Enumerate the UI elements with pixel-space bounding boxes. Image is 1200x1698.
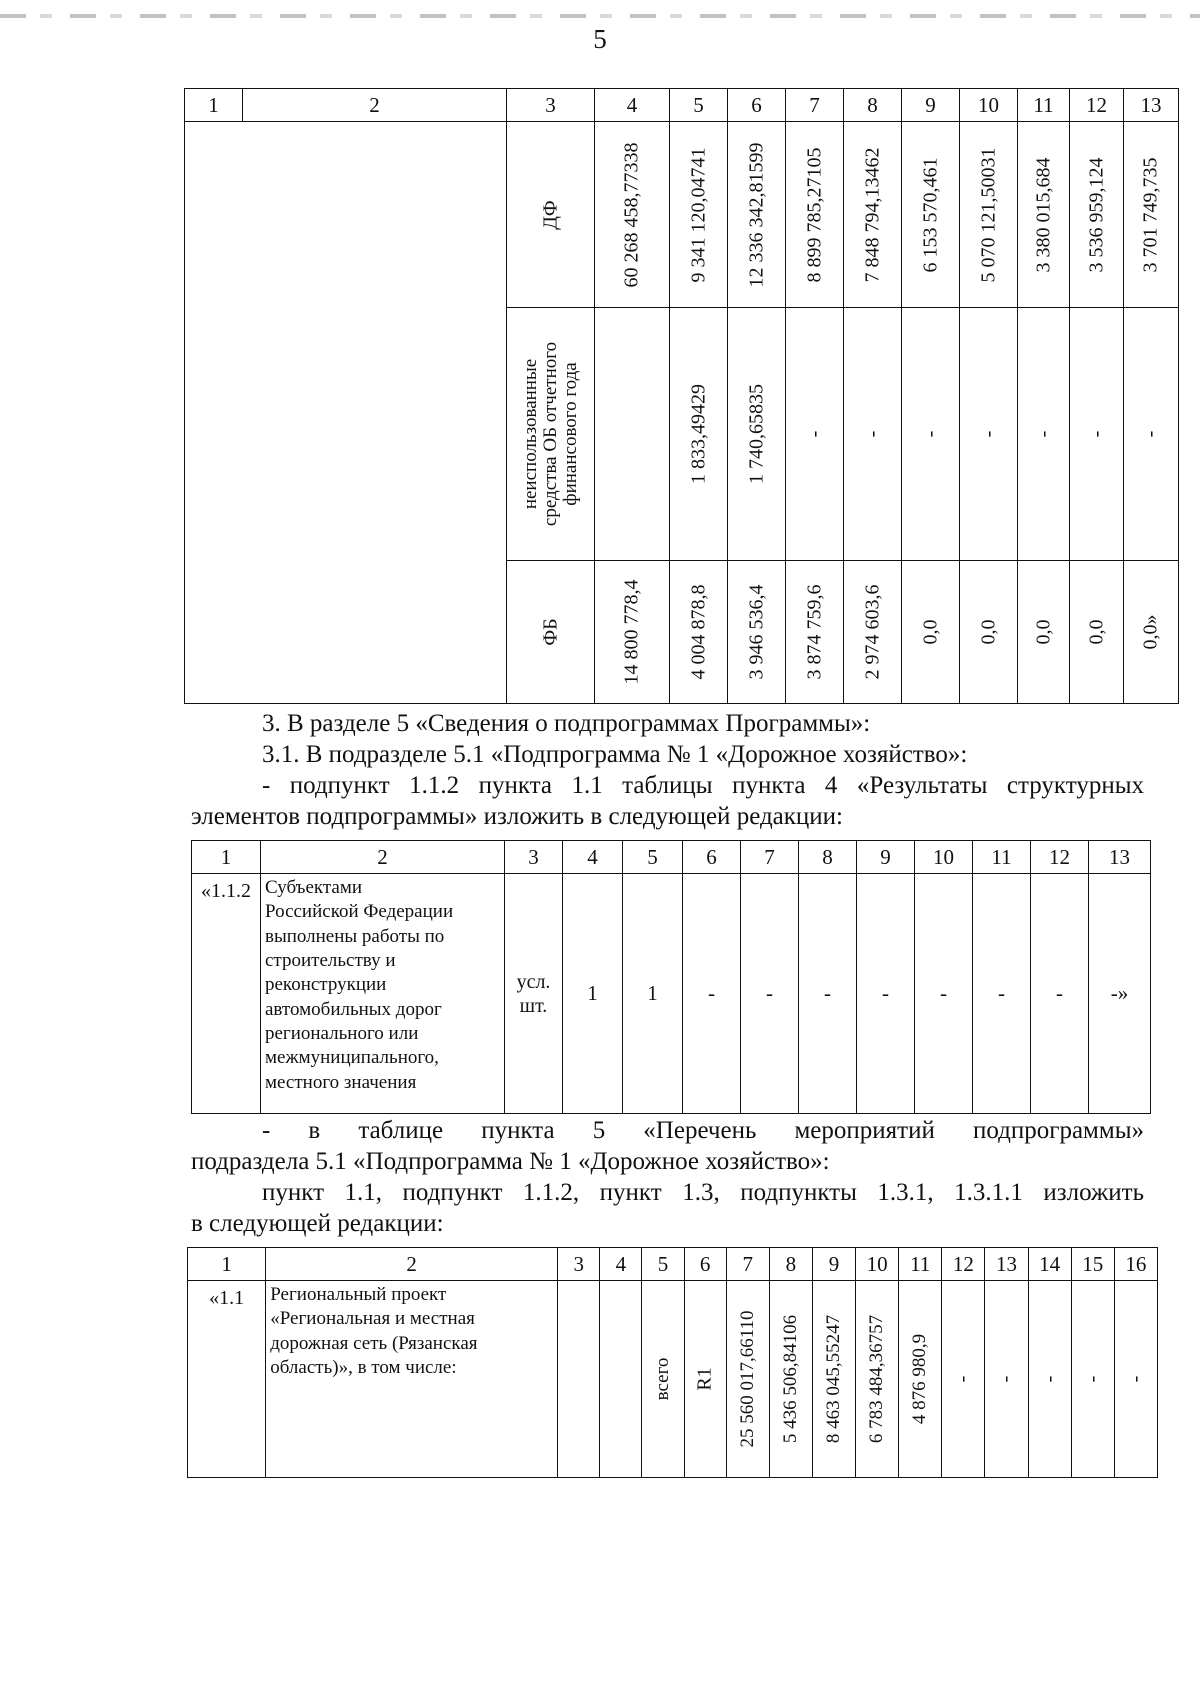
value-cell: 1 833,49429 [670, 308, 728, 561]
table-header-row [185, 89, 1179, 122]
header-cell: 5 [623, 841, 683, 874]
header-cell: 5 [670, 89, 728, 122]
value-cell: - [973, 874, 1031, 1114]
source-cell: ДФ [507, 122, 595, 308]
value-cell: - [1070, 308, 1124, 561]
paragraph-section-3: 3. В разделе 5 «Сведения о подпрограммах Программы»: [262, 710, 871, 737]
header-cell: 1 [188, 1248, 266, 1281]
header-cell: 5 [642, 1248, 684, 1281]
header-cell: 9 [902, 89, 960, 122]
value-cell: - [844, 308, 902, 561]
table-row [188, 1281, 1158, 1478]
value-cell: 8 463 045,55247 [812, 1281, 855, 1478]
header-cell: 6 [684, 1248, 726, 1281]
value-cell: 14 800 778,4 [595, 561, 670, 704]
value-cell: - [985, 1281, 1028, 1478]
value-cell [595, 308, 670, 561]
header-cell: 6 [683, 841, 741, 874]
value-cell: - [1028, 1281, 1071, 1478]
value-cell: 1 [623, 874, 683, 1114]
header-cell: 1 [185, 89, 243, 122]
value-cell: - [902, 308, 960, 561]
value-cell: 0,0 [1018, 561, 1070, 704]
table-row [185, 122, 1179, 308]
value-cell: 60 268 458,77338 [595, 122, 670, 308]
header-cell: 3 [507, 89, 595, 122]
value-cell: - [942, 1281, 985, 1478]
header-cell: 7 [741, 841, 799, 874]
header-cell: 12 [1031, 841, 1089, 874]
empty-cell [558, 1281, 600, 1478]
header-cell: 1 [192, 841, 261, 874]
source-cell [507, 308, 595, 561]
paragraph-table5-line1: - в таблице пункта 5 «Перечень мероприятий подпрограммы» [262, 1117, 1144, 1144]
header-cell: 8 [799, 841, 857, 874]
header-cell: 12 [1070, 89, 1124, 122]
page-number: 5 [593, 24, 607, 54]
value-cell: 0,0 [1070, 561, 1124, 704]
paragraph-items-line1: пункт 1.1, подпункт 1.1.2, пункт 1.3, подпункты 1.3.1, 1.3.1.1 изложить [262, 1179, 1144, 1206]
results-table [191, 840, 1151, 1114]
header-cell: 10 [915, 841, 973, 874]
header-cell: 13 [1124, 89, 1179, 122]
value-cell: 3 380 015,684 [1018, 122, 1070, 308]
item-number: «1.1.2 [192, 874, 261, 1114]
value-cell: - [960, 308, 1018, 561]
value-cell: 6 153 570,461 [902, 122, 960, 308]
header-cell: 15 [1071, 1248, 1114, 1281]
value-cell: - [1114, 1281, 1157, 1478]
table-header-row [188, 1248, 1158, 1281]
value-cell: 1 740,65835 [728, 308, 786, 561]
header-cell: 9 [857, 841, 915, 874]
header-cell: 3 [558, 1248, 600, 1281]
header-cell: 12 [942, 1248, 985, 1281]
source-code-cell: R1 [684, 1281, 726, 1478]
value-cell: 2 974 603,6 [844, 561, 902, 704]
value-cell: - [915, 874, 973, 1114]
activities-table [187, 1247, 1158, 1478]
value-cell: 0,0 [902, 561, 960, 704]
value-cell: - [1071, 1281, 1114, 1478]
value-cell: - [1031, 874, 1089, 1114]
source-line: неиспользованные [519, 358, 541, 510]
value-cell: 3 536 959,124 [1070, 122, 1124, 308]
value-cell: - [799, 874, 857, 1114]
item-description: Субъектами Российской Федерации выполнены работы по строительству и реконструкции автомобильных дорог регионального или межмуниципального, местного значения [261, 874, 505, 1114]
header-cell: 4 [600, 1248, 642, 1281]
value-cell: - [786, 308, 844, 561]
header-cell: 6 [728, 89, 786, 122]
header-cell: 11 [973, 841, 1031, 874]
value-cell: 9 341 120,04741 [670, 122, 728, 308]
value-cell: - [1018, 308, 1070, 561]
paragraph-items-line2: в следующей редакции: [191, 1210, 444, 1237]
empty-merged-cell [185, 122, 507, 704]
empty-cell [600, 1281, 642, 1478]
value-cell: 6 783 484,36757 [856, 1281, 899, 1478]
paragraph-subitem-line2: элементов подпрограммы» изложить в следующей редакции: [191, 803, 844, 830]
header-cell: 10 [960, 89, 1018, 122]
scan-artifact-line [0, 14, 1200, 18]
header-cell: 13 [1089, 841, 1151, 874]
header-cell: 7 [726, 1248, 769, 1281]
header-cell: 11 [899, 1248, 942, 1281]
source-line: средства ОБ отчетного [539, 341, 561, 527]
header-cell: 11 [1018, 89, 1070, 122]
value-cell: 0,0 [960, 561, 1018, 704]
value-cell: -» [1089, 874, 1151, 1114]
source-cell: ФБ [507, 561, 595, 704]
value-cell: - [741, 874, 799, 1114]
value-cell: - [1124, 308, 1179, 561]
value-cell: 5 436 506,84106 [769, 1281, 812, 1478]
value-cell: 12 336 342,81599 [728, 122, 786, 308]
value-cell: 5 070 121,50031 [960, 122, 1018, 308]
header-cell: 14 [1028, 1248, 1071, 1281]
header-cell: 13 [985, 1248, 1028, 1281]
header-cell: 16 [1114, 1248, 1157, 1281]
header-cell: 3 [505, 841, 563, 874]
unit-cell: усл. шт. [505, 874, 563, 1114]
value-cell: - [683, 874, 741, 1114]
table-header-row [192, 841, 1151, 874]
total-label-cell: всего [642, 1281, 684, 1478]
value-cell: 3 701 749,735 [1124, 122, 1179, 308]
value-cell: 7 848 794,13462 [844, 122, 902, 308]
financing-table [184, 88, 1179, 704]
value-cell: 1 [563, 874, 623, 1114]
header-cell: 2 [261, 841, 505, 874]
value-cell: 4 004 878,8 [670, 561, 728, 704]
header-cell: 2 [266, 1248, 558, 1281]
value-cell: - [857, 874, 915, 1114]
header-cell: 10 [856, 1248, 899, 1281]
source-line: финансового года [559, 362, 581, 506]
paragraph-table5-line2: подраздела 5.1 «Подпрограмма № 1 «Дорожное хозяйство»: [191, 1148, 830, 1175]
item-number: «1.1 [188, 1281, 266, 1478]
header-cell: 8 [769, 1248, 812, 1281]
table-row [192, 874, 1151, 1114]
paragraph-subsection-3-1: 3.1. В подразделе 5.1 «Подпрограмма № 1 «Дорожное хозяйство»: [262, 741, 968, 768]
header-cell: 4 [563, 841, 623, 874]
item-description: Региональный проект «Региональная и местная дорожная сеть (Рязанская область)», в том числе: [266, 1281, 558, 1478]
value-cell: 3 874 759,6 [786, 561, 844, 704]
value-cell: 4 876 980,9 [899, 1281, 942, 1478]
header-cell: 7 [786, 89, 844, 122]
value-cell: 25 560 017,66110 [726, 1281, 769, 1478]
header-cell: 9 [812, 1248, 855, 1281]
header-cell: 4 [595, 89, 670, 122]
header-cell: 8 [844, 89, 902, 122]
value-cell: 0,0» [1124, 561, 1179, 704]
paragraph-subitem-line1: - подпункт 1.1.2 пункта 1.1 таблицы пункта 4 «Результаты структурных [262, 772, 1144, 799]
value-cell: 3 946 536,4 [728, 561, 786, 704]
header-cell: 2 [243, 89, 507, 122]
value-cell: 8 899 785,27105 [786, 122, 844, 308]
